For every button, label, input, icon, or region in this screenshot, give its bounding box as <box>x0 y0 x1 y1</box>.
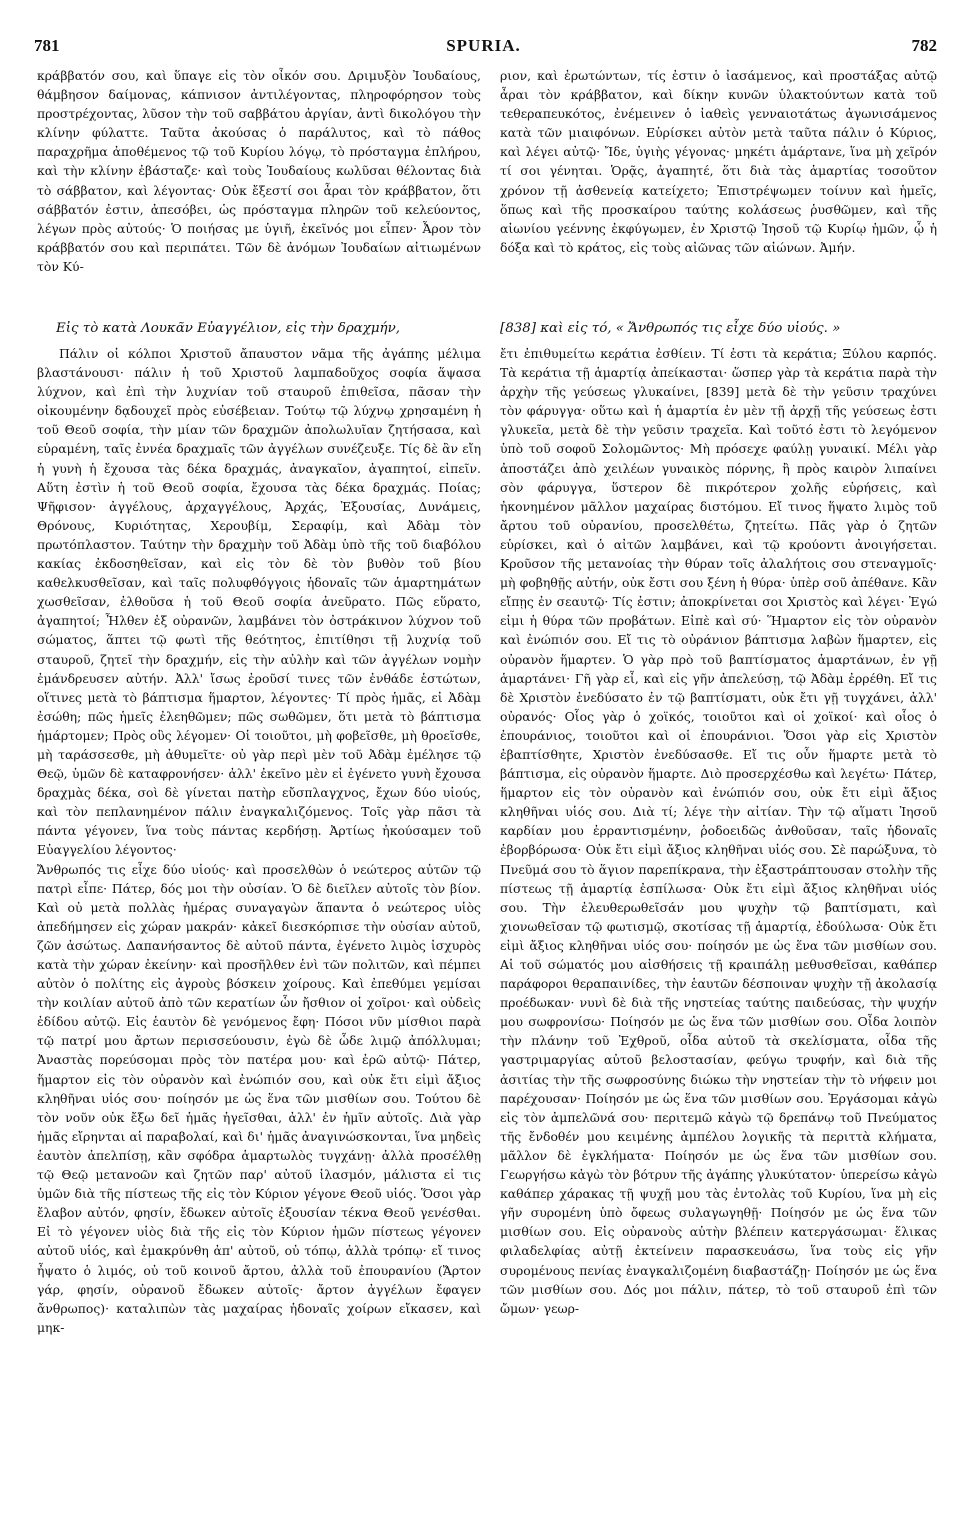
page-number-left: 781 <box>34 36 60 55</box>
top-right-paragraph: ριον, καὶ ἐρωτώντων, τίς ἐστιν ὁ ἰασάμενος, καὶ προστάξας αὐτῷ ἆραι τὸν κράββατον, καὶ δίκην κυνῶν ὑλακτούντων κατὰ τοῦ τεθεραπευκότος, ἐνέμεινεν ὁ ἰαθεὶς γενναιοτάτως ἀγωνισάμενος κατὰ τῶν μιαιφόνων. Εὑρίσκει αὐτὸν μετὰ ταῦτα πάλιν ὁ Κύριος, καὶ λέγει αὐτῷ· Ἴδε, ὑγιὴς γέγονας· μηκέτι ἁμάρτανε, ἵνα μὴ χεῖρόν τί σοι γένηται. Ὁρᾷς, ἀγαπητέ, ὅτι διὰ τὰς ἁμαρτίας τοσοῦτον χρόνον τῇ ἀσθενείᾳ κατείχετο; Ἐπιστρέψωμεν τοίνυν καὶ ἡμεῖς, ὅπως καὶ τῆς προσκαίρου ταύτης κολάσεως ῥυσθῶμεν, καὶ τῆς αἰωνίου γεέννης ἐκφύγωμεν, ἐν Χριστῷ Ἰησοῦ τῷ Κυρίῳ ἡμῶν, ᾧ ἡ δόξα καὶ τὸ κράτος, εἰς τοὺς αἰῶνας τῶν αἰώνων. Ἀμήν. <box>500 68 937 255</box>
section-title-left: Εἰς τὸ κατὰ Λουκᾶν Εὐαγγέλιον, εἰς τὴν δραχμήν, <box>56 321 400 336</box>
running-title: SPURIA. <box>446 36 521 55</box>
section-title <box>30 318 937 342</box>
top-right-column <box>500 66 937 306</box>
body-left-paragraph-2: Ἄνθρωπός τις εἶχε δύο υἱούς· καὶ προσελθὼν ὁ νεώτερος αὐτῶν τῷ πατρὶ εἶπε· Πάτερ, δός μοι τὴν οὐσίαν. Ὁ δὲ διεῖλεν αὐτοῖς τὸν βίον. Καὶ οὐ μετὰ πολλὰς ἡμέρας συναγαγὼν ἅπαντα ὁ νεώτερος υἱὸς ἀπεδήμησεν εἰς χώραν μακράν· κἀκεῖ διεσκόρπισε τὴν οὐσίαν αὐτοῦ, ζῶν ἀσώτως. Δαπανήσαντος δὲ αὐτοῦ πάντα, ἐγένετο λιμὸς ἰσχυρὸς κατὰ τὴν χώραν ἐκείνην· καὶ προσῆλθεν ἑνὶ τῶν πολιτῶν, καὶ πέμπει αὐτὸν ὁ πολίτης εἰς ἀγροὺς βόσκειν χοίρους. Καὶ ἐπεθύμει γεμίσαι τὴν κοιλίαν αὐτοῦ ἀπὸ τῶν κερατίων ὧν ἤσθιον οἱ χοῖροι· καὶ οὐδεὶς ἐδίδου αὐτῷ. Εἰς ἑαυτὸν δὲ γενόμενος ἔφη· Πόσοι νῦν μίσθιοι παρὰ τῷ πατρί μου ἄρτων περισσεύουσιν, ἐγὼ δὲ ὧδε λιμῷ ἀπόλλυμαι; Ἀναστὰς πορεύσομαι πρὸς τὸν πατέρα μου· καὶ ἐρῶ αὐτῷ· Πάτερ, ἥμαρτον εἰς τὸν οὐρανὸν καὶ ἐνώπιόν σου, καὶ οὐκ ἔτι εἰμὶ ἄξιος κληθῆναι υἱός σου· ποίησόν με ὡς ἕνα τῶν μισθίων σου. Τούτου δὲ τὸν νοῦν οὐκ ἔξω δεῖ ἡμᾶς ἡγεῖσθαι, ἀλλ' ἐν ἡμῖν αὐτοῖς. Διὰ γὰρ ἡμᾶς εἴρηνται αἱ παραβολαί, καὶ δι' ἡμᾶς ἀναγινώσκονται, ἵνα μηδεὶς ἑαυτὸν ἀπελπίσῃ, κἂν σφόδρα ἁμαρτωλὸς τυγχάνῃ· ἀλλὰ προσέλθῃ τῷ Θεῷ μετανοῶν καὶ ζητῶν παρ' αὐτοῦ ἱλασμόν, μάλιστα εἰ τις ὑμῶν διὰ τῆς πίστεως τῆς εἰς τὸν Κύριον γέγονε Θεοῦ υἱός. Ὅσοι γὰρ ἔλαβον αὐτόν, φησίν, ἔδωκεν αὐτοῖς ἐξουσίαν τέκνα Θεοῦ γενέσθαι. Εἰ τὸ γέγονεν υἱὸς διὰ τῆς εἰς τὸν Κύριον ἡμῶν πίστεως γέγονεν αὐτοῦ υἱός, καὶ ἐμακρύνθη ἀπ' αὐτοῦ, οὐ τόπῳ, ἀλλὰ τρόπῳ· εἴ τινος ἦψατο ὁ λιμός, οὐ τοῦ κοινοῦ ἄρτου, ἀλλὰ τοῦ ἐπουρανίου (Ἄρτον γάρ, φησίν, οὐρανοῦ ἔδωκεν αὐτοῖς· ἄρτον ἀγγέλων ἔφαγεν ἄνθρωπος)· καταλιπὼν τὰς μαχαίρας ἡδοναῖς χοίρων εἴκασεν, καὶ μηκ- <box>37 861 481 1335</box>
section-title-right: [838] καὶ εἰς τό, « Ἄνθρωπός τις εἶχε δύο υἱούς. » <box>500 321 841 336</box>
body-left-paragraph-1: Πάλιν οἱ κόλποι Χριστοῦ ἄπαυστον νᾶμα τῆς ἀγάπης μέλιμα βλαστάνουσι· πάλιν ἡ τοῦ Χριστοῦ λαμπαδοῦχος σοφία ἅψασα λύχνον, καὶ ἐπὶ τὴν λυχνίαν τοῦ σταυροῦ ἐπιθεῖσα, πᾶσαν τὴν οἰκουμένην δᾳδουχεῖ πρὸς εὐσέβειαν. Τούτῳ τῷ λύχνῳ χρησαμένη ἡ τοῦ Θεοῦ σοφία, τὴν μίαν τῶν δραχμῶν ἀπολωλυῖαν ζητήσασα, καὶ εὑραμένη, ταῖς ἐννέα δραχμαῖς τῶν ἀγγέλων συνέζευξε. Τίς δὲ ἂν εἴη ἡ γυνὴ ἡ ἔχουσα τὰς δέκα δραχμάς, ἀναγκαῖον, ἀγαπητοί, εἰπεῖν. Αὕτη ἐστὶν ἡ τοῦ Θεοῦ σοφία, ἔχουσα τὰς δέκα δραχμάς. Ποίας; Ψῆφισον· ἀγγέλους, ἀρχαγγέλους, Ἀρχάς, Ἐξουσίας, Δυνάμεις, Θρόνους, Κυριότητας, Χερουβίμ, Σεραφίμ, καὶ Ἀδὰμ τὸν πρωτόπλαστον. Ταύτην τὴν δραχμὴν τοῦ Ἀδὰμ ὑπὸ τῆς τοῦ διαβόλου κακίας ἐκδοσηθεῖσαν, καὶ εἰς τὸν δὲ τὸν βυθὸν τοῦ βίου καθελκυσθεῖσαν, καὶ ταῖς πολυφθόγγοις ἡδοναῖς τῶν ἁμαρτημάτων χωσθεῖσαν, ἐλθοῦσα ἡ τοῦ Θεοῦ σοφία ἀνεῦρατο. Πῶς εὕρατο, ἀγαπητοί; Ἦλθεν ἐξ οὐρανῶν, λαμβάνει τὸν ὀστράκινον λύχνον τοῦ σώματος, ἅπτει τῷ φωτὶ τῆς θεότητος, ἐπιτίθησι τῇ λυχνίᾳ τοῦ σταυροῦ, ζητεῖ τὴν δραχμήν, εἰς τὴν αὐλὴν καὶ τῶν ἀγγέλων νομὴν ἐμάνδρευσεν αὐτήν. Ἀλλ' ἴσως ἐροῦσί τινες τῶν ἐνθάδε ἑστώτων, οἵτινες μετὰ τὸ βάπτισμα ἥμαρτον, λέγοντες· Τί πρὸς ἡμᾶς, εἰ Ἀδὰμ ἐσώθη; πῶς ἡμεῖς ἐλεηθῶμεν; πῶς σωθῶμεν, ὅτι μετὰ τὸ βάπτισμα ἡμάρτομεν; Πρὸς οὓς λέγομεν· Οἱ τοιοῦτοι, μὴ φοβεῖσθε, μὴ θροεῖσθε, μὴ ταράσσεσθε, μὴ ἀθυμεῖτε· οὐ γὰρ περὶ μὲν τοῦ Ἀδὰμ ἐμέλησε τῷ Θεῷ, ὑμῶν δὲ καταφρονήσεν· ἀλλ' ἐκεῖνο μὲν εἰ ἐγένετο γυνὴ ἔχουσα δραχμὰς δέκα, σοὶ δὲ γίνεται πατὴρ εὔσπλαγχνος, ἔχων δύο υἱούς, καὶ τὸν πεπλανημένον πάλιν ἐναγκαλιζόμενος. Τοῖς γὰρ πᾶσι τὰ πάντα γέγονεν, ἵνα τοὺς πάντας κερδήσῃ. Ἀρτίως ἠκούσαμεν τοῦ Εὐαγγελίου λέγοντος· <box>37 346 481 858</box>
body-right-paragraph-1: ἔτι ἐπιθυμείτω κεράτια ἐσθίειν. Τί ἐστι τὰ κεράτια; Ξύλου καρπός. Τὰ κεράτια τῇ ἁμαρτίᾳ ἀπείκασται· ὥσπερ γὰρ τὰ κεράτια παρὰ τὴν ἀρχὴν τῆς γεύσεως γλυκαίνει, [839] μετὰ δὲ τὴν γεῦσιν τραχύνει τὸν φάρυγγα· οὕτω καὶ ἡ ἁμαρτία ἐν μὲν τῇ ἀρχῇ τῆς γεύσεως ἐστι γλυκεῖα, μετὰ δὲ τὴν γεῦσιν τραχεῖα. Καὶ τοῦτό ἐστι τὸ λεγόμενον ὑπὸ τοῦ σοφοῦ Σολομῶντος· Μὴ πρόσεχε φαύλῃ γυναικί. Μέλι γὰρ ἀποστάζει ἀπὸ χειλέων γυναικὸς πόρνης, ἢ πρὸς καιρὸν λιπαίνει σὸν φάρυγγα, ὕστερον δὲ πικρότερον χολῆς εὑρήσεις, καὶ ἠκονημένον μᾶλλον μαχαίρας διστόμου. Εἴ τινος ἥψατο λιμὸς τοῦ ἄρτου τοῦ οὐρανίου, προσελθέτω, ζητείτω. Πᾶς γὰρ ὁ ζητῶν εὑρίσκει, καὶ ὁ αἰτῶν λαμβάνει, καὶ τῷ κρούοντι ἀνοιγήσεται. Κροῦσον τῆς μετανοίας τὴν θύραν τοῖς ἀλαλήτοις σου στεναγμοῖς· μὴ φοβηθῇς αὐτήν, οὐκ ἔστι σου ξένη ἡ θύρα· ὑπὲρ σοῦ ἀπέθανε. Κἂν εἴπῃς ἐν σεαυτῷ· Τίς ἐστιν; ἀποκρίνεται σοι Χριστὸς καὶ λέγει· Ἐγώ εἰμι ἡ θύρα τῶν προβάτων. Εἰπὲ καὶ σύ· Ἥμαρτον εἰς τὸν οὐρανὸν καὶ ἐνώπιόν σου. Εἴ τις τὸ οὐράνιον βάπτισμα λαβὼν ἥμαρτεν, εἰς οὐρανὸν ἥμαρτεν. Ὁ γὰρ πρὸ τοῦ βαπτίσματος ἁμαρτάνων, ἐν γῇ ἁμαρτάνει· Γῆ γὰρ εἶ, καὶ εἰς γῆν ἀπελεύσῃ, τῷ Ἀδὰμ ἐρρέθη. Εἴ τις δὲ Χριστὸν ἐνεδύσατο ἐν τῷ βαπτίσματι, οὐκ ἔτι γῇ τυγχάνει, ἀλλ' οὐρανός· Οἷος γὰρ ὁ χοϊκός, τοιοῦτοι καὶ οἱ χοϊκοί· καὶ οἷος ὁ ἐπουράνιος, τοιοῦτοι καὶ οἱ ἐπουράνιοι. Ὅσοι γὰρ εἰς Χριστὸν ἐβαπτίσθητε, Χριστὸν ἐνεδύσασθε. Εἴ τις οὖν ἥμαρτε μετὰ τὸ βάπτισμα, εἰς οὐρανὸν ἥμαρτε. Διὸ προσερχέσθω καὶ λεγέτω· Πάτερ, ἥμαρτον εἰς τὸν οὐρανὸν καὶ ἐνώπιόν σου, οὐκ ἔτι εἰμὶ ἄξιος κληθῆναι υἱός σου. Διὰ τί; λέγε τὴν αἰτίαν. Τὴν τῷ αἵματι Ἰησοῦ καρδίαν μου ἐρραντισμένην, ῥοδοειδῶς ἀνθοῦσαν, ταῖς ἡδοναῖς ἐβορβόρωσα· Οὐκ ἔτι εἰμὶ ἄξιος κληθῆναι υἱός σου. Σὲ παρώξυνα, τὸ Πνεῦμά σου τὸ ἅγιον παρεπίκρανα, τὴν ἐξαστράπτουσαν στολὴν τῆς πίστεως τῇ ἁμαρτίᾳ ἐσπίλωσα· Οὐκ ἔτι εἰμὶ ἄξιος κληθῆναι υἱός σου. Τὴν ἐλευθερωθεῖσάν μου ψυχὴν τῷ βαπτίσματι, καὶ χιονωθεῖσαν τῷ φωτισμῷ, σκοτίσας τῇ ἁμαρτίᾳ, ἐδούλωσα· Οὐκ ἔτι εἰμὶ ἄξιος κληθῆναι υἱός σου· ποίησόν με ὡς ἕνα τῶν μισθίων σου. Αἱ τοῦ σώματός μου αἰσθήσεις τῇ κραιπάλῃ μεθυσθεῖσαι, καθάπερ παράφοροι θεραπαινίδες, τὴν ἑαυτῶν δέσποιναν ψυχὴν τῇ ἀκολασίᾳ προέδωκαν· νυνὶ δὲ διὰ τῆς νηστείας ταύτης παιδεύσας, τὴν ψυχήν μου σωφρονίσω· Ποίησόν με ὡς ἕνα τῶν μισθίων σου. Οἶδα λοιπὸν τὴν πλάνην τοῦ Ἐχθροῦ, οἶδα αὐτοῦ τὰ σκελίσματα, οἶδα τῆς γαστριμαργίας αὐτοῦ βελοστασίαν, φεύγω τρυφήν, καὶ διὰ τῆς ἀσιτίας τὴν τῆς σωφροσύνης διώκω τὴν νηστείαν τὴν τὸ νήφειν μοι παρέχουσαν· Ποίησόν με ὡς ἕνα τῶν μισθίων σου. Ἐργάσομαι κἀγὼ εἰς τὸν ἀμπελῶνά σου· περιτεμῶ κἀγὼ τῷ δρεπάνῳ τοῦ Πνεύματος τῆς ἔνδοθέν μου κειμένης ἀμπέλου λογικῆς τὰ περιττὰ κλήματα, μᾶλλον δὲ ἐγκλήματα· Ποίησόν με ὡς ἕνα τῶν μισθίων σου. Γεωργήσω κἀγὼ τὸν βότρυν τῆς ἀγάπης γλυκύτατον· ὑπερείσω κἀγὼ καθάπερ χάρακας τῇ ψυχῇ μου τὰς ἐντολὰς τοῦ Κυρίου, ἵνα μὴ εἰς γῆν συρομένη ὑπὸ ὄφεως συλαγωγηθῇ· Ποίησόν με ὡς ἕνα τῶν μισθίων σου. Εἰς οὐρανοὺς αὐτὴν βλέπειν κατεργάσωμαι· ἕλικας φιλαδελφίας αὐτῇ ἐκτείνειν παρασκευάσω, ἵνα τοὺς εἰς γῆν συρομένους πενίας ἐναγκαλιζομένη διαβαστάζῃ· Ποίησόν με ὡς ἕνα τῶν μισθίων σου. Δός μοι πάλιν, πάτερ, τὸ τοῦ σταυροῦ ἐπὶ τῶν ὤμων· γεωρ- <box>500 346 937 1316</box>
body-left-column <box>37 344 481 1530</box>
body-right-column <box>500 344 937 1530</box>
top-left-column <box>37 66 481 306</box>
page-number-right: 782 <box>911 36 937 55</box>
top-left-paragraph: κράββατόν σου, καὶ ὕπαγε εἰς τὸν οἶκόν σου. Δριμυξὸν Ἰουδαίους, θάμβησον δαίμονας, κάπνισον ἀντιλέγοντας, πληροφόρησον τοὺς προστρέχοντας, λῦσον τὴν τοῦ σαββάτου ἀργίαν, ἀντὶ δικολόγου τὴν κλίνην φύλαττε. Ταῦτα ἀκούσας ὁ παράλυτος, καὶ τὸ πάθος παραχρῆμα ἀποθέμενος τῷ τοῦ Κυρίου λόγῳ, τὸ πρόσταγμα ἐπλήρου, καὶ τὴν κλίνην ἐβάσταζε· καὶ τοὺς Ἰουδαίους κωλῦσαι θέλοντας διὰ τὸ σάββατον, καὶ λέγοντας· Οὐκ ἔξεστί σοι ἆραι τὸν κράββατον, ὅτι σάββατόν ἐστιν, ἀπεσόβει, ὡς πρόσταγμα πληρῶν τοῦ κελεύοντος, λέγων πρὸς αὐτούς· Ὁ ποιήσας με ὑγιῆ, ἐκεῖνός μοι εἶπεν· Ἆρον τὸν κράββατόν σου καὶ περιπάτει. Τῶν δὲ ἀνόμων Ἰουδαίων αἰτιωμένων τὸν Κύ- <box>37 68 481 274</box>
page-header <box>30 36 937 60</box>
